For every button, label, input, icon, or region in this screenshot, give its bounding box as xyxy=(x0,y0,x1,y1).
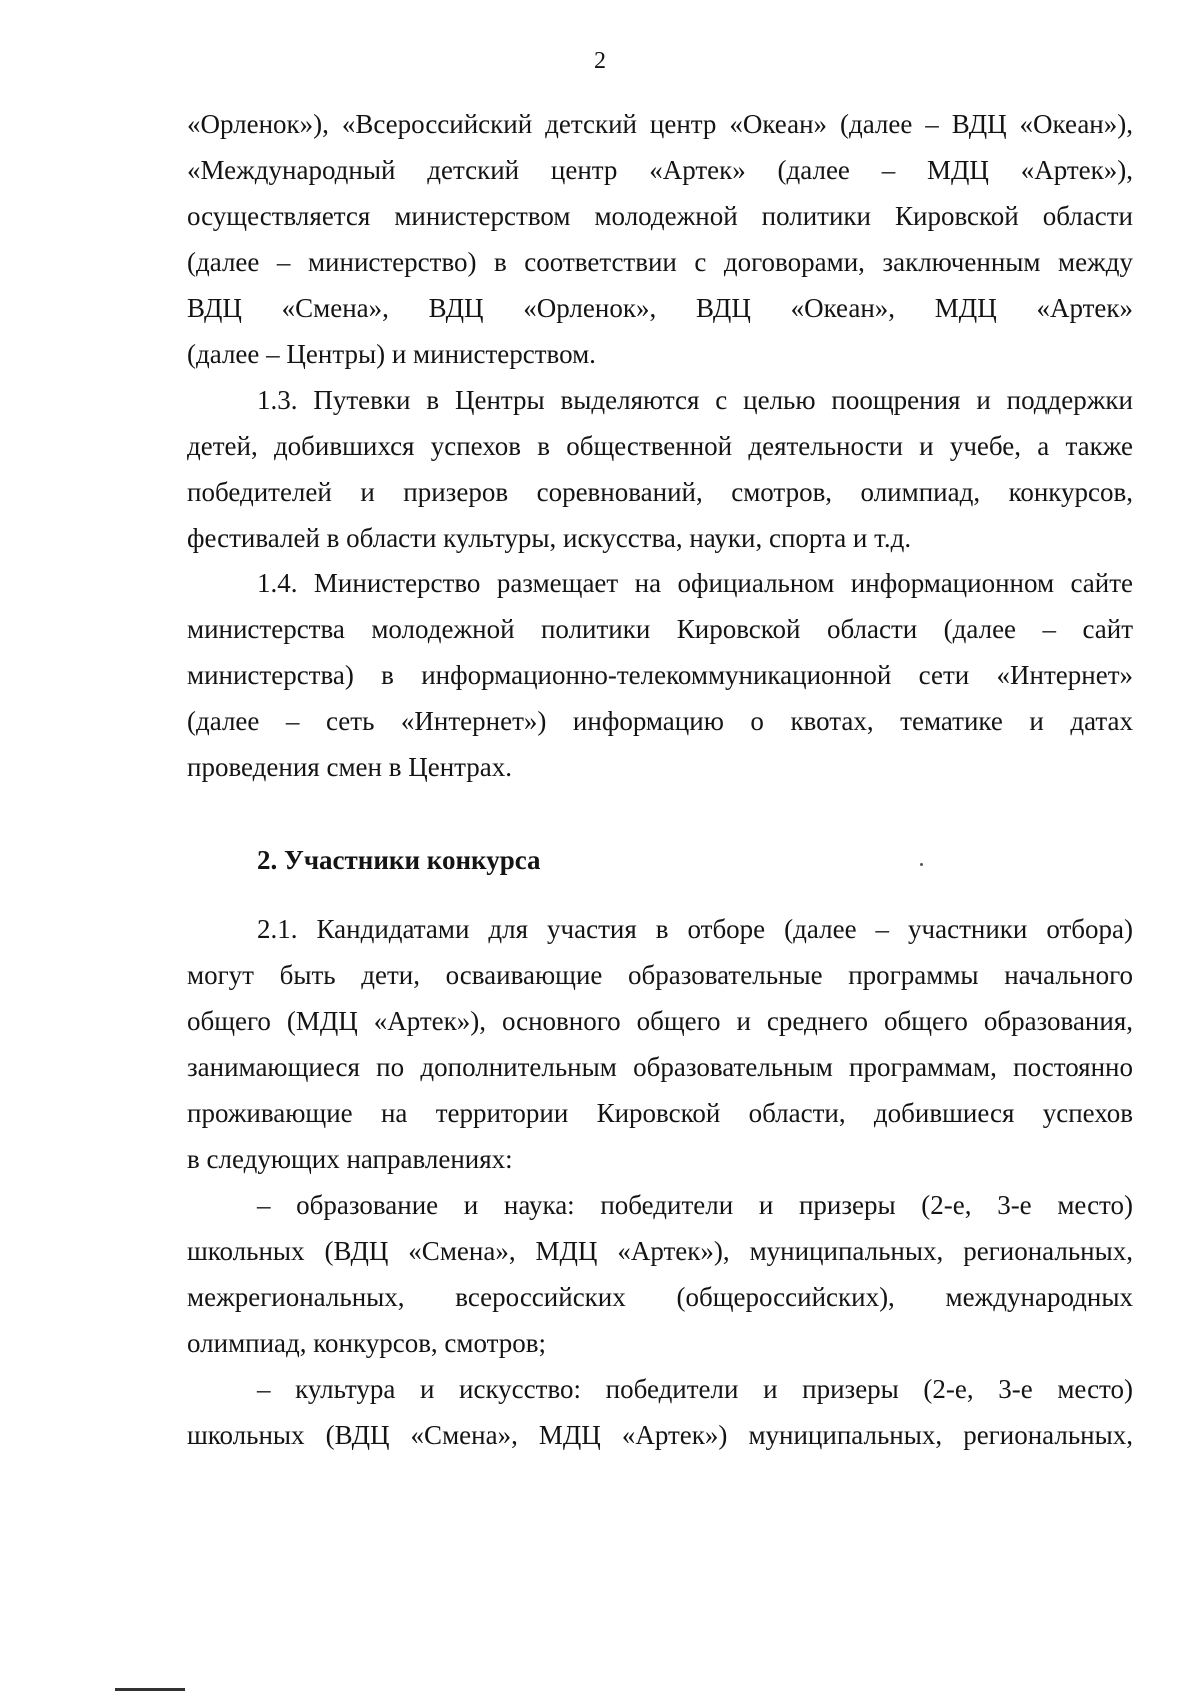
text-line: (далее – Центры) и министерством. xyxy=(187,339,596,369)
scan-edge-mark xyxy=(115,1688,185,1691)
text-line: в следующих направлениях: xyxy=(187,1144,513,1174)
text-line: фестивалей в области культуры, искусства, науки, спорта и т.д. xyxy=(187,523,912,553)
section-heading: 2. Участники конкурса xyxy=(257,845,541,875)
text-line: «Международный детский центр «Артек» (далее – МДЦ «Артек»), xyxy=(187,155,1133,185)
text-line: – культура и искусство: победители и призеры (2-е, 3-е место) xyxy=(257,1374,1133,1404)
text-line: осуществляется министерством молодежной политики Кировской области xyxy=(187,201,1133,231)
text-line: школьных (ВДЦ «Смена», МДЦ «Артек»), муниципальных, региональных, xyxy=(187,1236,1133,1266)
text-line: олимпиад, конкурсов, смотров; xyxy=(187,1328,547,1358)
text-line: «Орленок»), «Всероссийский детский центр «Океан» (далее – ВДЦ «Океан»), xyxy=(187,109,1133,139)
text-line: – образование и наука: победители и призеры (2-е, 3-е место) xyxy=(257,1190,1133,1220)
text-line: 2.1. Кандидатами для участия в отборе (далее – участники отбора) xyxy=(257,914,1133,944)
text-line: победителей и призеров соревнований, смотров, олимпиад, конкурсов, xyxy=(187,477,1133,507)
text-line: проживающие на территории Кировской области, добившиеся успехов xyxy=(187,1098,1133,1128)
text-line: школьных (ВДЦ «Смена», МДЦ «Артек») муниципальных, региональных, xyxy=(187,1420,1133,1450)
text-line: могут быть дети, осваивающие образовательные программы начального xyxy=(187,960,1133,990)
text-line: (далее – сеть «Интернет») информацию о квотах, тематике и датах xyxy=(187,706,1133,736)
text-line: министерства) в информационно-телекоммуникационной сети «Интернет» xyxy=(187,660,1133,690)
text-line: (далее – министерство) в соответствии с договорами, заключенным между xyxy=(187,247,1133,277)
text-line: проведения смен в Центрах. xyxy=(187,752,513,782)
text-line: ВДЦ «Смена», ВДЦ «Орленок», ВДЦ «Океан», МДЦ «Артек» xyxy=(187,293,1133,323)
text-line: министерства молодежной политики Кировской области (далее – сайт xyxy=(187,614,1133,644)
text-line: 1.4. Министерство размещает на официальном информационном сайте xyxy=(257,568,1133,598)
text-line: занимающиеся по дополнительным образовательным программам, постоянно xyxy=(187,1052,1133,1082)
text-line: детей, добившихся успехов в общественной деятельности и учебе, а также xyxy=(187,431,1133,461)
page-number: 2 xyxy=(594,48,606,74)
text-line: межрегиональных, всероссийских (общероссийских), международных xyxy=(187,1282,1133,1312)
text-line: 1.3. Путевки в Центры выделяются с целью поощрения и поддержки xyxy=(257,385,1133,415)
scan-speck xyxy=(920,863,923,866)
text-line: общего (МДЦ «Артек»), основного общего и среднего общего образования, xyxy=(187,1006,1133,1036)
